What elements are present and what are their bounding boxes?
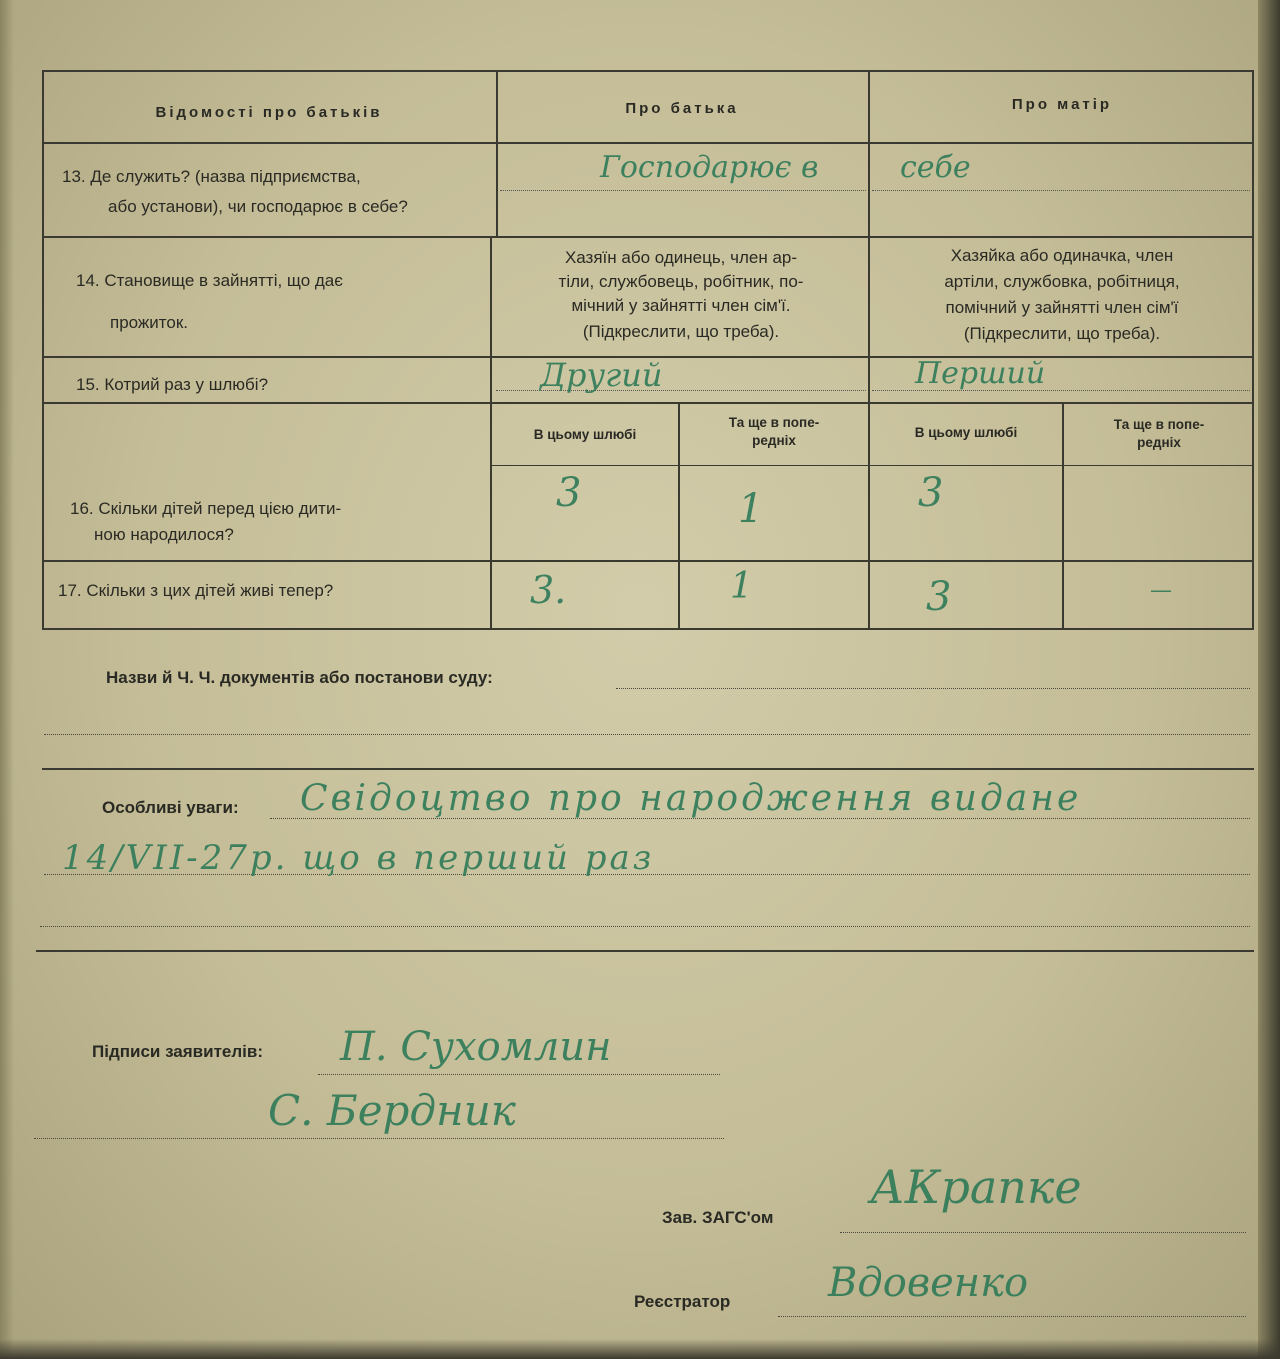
binding-edge	[1258, 0, 1280, 1359]
fill-line	[872, 190, 1250, 191]
q13-mother-answer: себе	[900, 150, 971, 185]
q14-mother-option1: Хазяйка або одиначка, член	[950, 246, 1174, 265]
row-divider	[42, 560, 1254, 562]
q14-mother-option3: помічний у зайнятті член сім'ї	[945, 298, 1179, 317]
applicant-signature-1: П. Сухомлин	[340, 1024, 612, 1070]
registrar-signature: Вдовенко	[828, 1260, 1029, 1306]
remarks-handwriting-line1: Свідоцтво про народження видане	[300, 778, 1082, 819]
q16-father-prev-answer: 1	[738, 486, 764, 532]
registry-head-fill-line	[840, 1232, 1246, 1233]
subheader-mother-prev-line2: редніх	[1137, 435, 1181, 450]
q16-label-line1: 16. Скільки дітей перед цією дити-	[70, 499, 342, 518]
registry-head-signature: АКрапке	[870, 1160, 1082, 1214]
subheader-father-prev-line2: редніх	[752, 433, 796, 448]
page-shadow-bottom	[0, 1339, 1280, 1359]
header-father: Про батька	[625, 100, 739, 117]
q16-label-line2: ною народилося?	[94, 525, 234, 544]
q15-label: 15. Котрий раз у шлюбі?	[76, 375, 269, 394]
documents-label: Назви й Ч. Ч. документів або постанови суду:	[106, 668, 493, 687]
row-divider	[42, 142, 1254, 144]
col-divider	[868, 70, 870, 630]
q13-label-line1: 13. Де служить? (назва підприємства,	[62, 167, 361, 186]
q15-father-answer: Другий	[540, 356, 663, 394]
q13-label-line2: або установи), чи господарює в себе?	[108, 197, 408, 216]
fill-line	[500, 190, 866, 191]
header-info: Відомості про батьків	[155, 104, 383, 121]
section-divider	[42, 768, 1254, 770]
registrar-label: Реєстратор	[634, 1292, 731, 1311]
subheader-father-prev-line1: Та ще в попе-	[728, 415, 820, 430]
q14-label-line1: 14. Становище в зайнятті, що дає	[76, 271, 343, 290]
registry-head-label: Зав. ЗАГС'ом	[662, 1208, 774, 1227]
q14-father-option2: тіли, службовець, робітник, по-	[558, 272, 804, 291]
remarks-fill-line	[40, 926, 1250, 927]
signatures-label: Підписи заявителів:	[92, 1042, 263, 1061]
subheader-father-this-marriage: В цьому шлюбі	[533, 427, 637, 442]
subheader-mother-this-marriage: В цьому шлюбі	[914, 425, 1018, 440]
q17-father-this-answer: 3.	[530, 568, 567, 612]
q14-father-option4: (Підкреслити, що треба).	[582, 322, 780, 341]
q14-label-line2: прожиток.	[110, 313, 189, 332]
q17-mother-prev-answer: —	[1150, 578, 1172, 603]
q16-father-this-answer: 3	[556, 470, 582, 516]
q17-mother-this-answer: 3	[926, 574, 952, 620]
page-shadow-left	[0, 0, 14, 1359]
q17-father-prev-answer: 1	[730, 566, 753, 607]
registrar-fill-line	[778, 1316, 1246, 1317]
remarks-label: Особливі уваги:	[102, 798, 239, 817]
signatures-fill-line	[34, 1138, 724, 1139]
applicant-signature-2: С. Бердник	[268, 1086, 516, 1135]
q14-mother-option2: артіли, службовка, робітниця,	[944, 272, 1180, 291]
q14-father-option1: Хазяїн або одинець, член ар-	[564, 248, 798, 267]
q16-mother-this-answer: 3	[918, 470, 944, 516]
signatures-fill-line	[318, 1074, 720, 1075]
row-divider	[490, 465, 1254, 466]
documents-fill-line	[44, 734, 1250, 735]
documents-fill-line	[616, 688, 1250, 689]
remarks-handwriting-line2: 14/VII-27р. що в перший раз	[62, 838, 655, 878]
row-divider	[42, 402, 1254, 404]
q17-label: 17. Скільки з цих дітей живі тепер?	[58, 581, 334, 600]
q15-mother-answer: Перший	[915, 356, 1046, 391]
q14-father-option3: мічний у зайнятті член сім'ї.	[571, 296, 791, 315]
q13-father-answer: Господарює в	[600, 150, 819, 185]
subheader-mother-prev-line1: Та ще в попе-	[1113, 417, 1205, 432]
q14-mother-option4: (Підкреслити, що треба).	[963, 324, 1161, 343]
header-mother: Про матір	[1011, 96, 1113, 113]
row-divider	[42, 236, 1254, 238]
section-divider	[36, 950, 1254, 952]
